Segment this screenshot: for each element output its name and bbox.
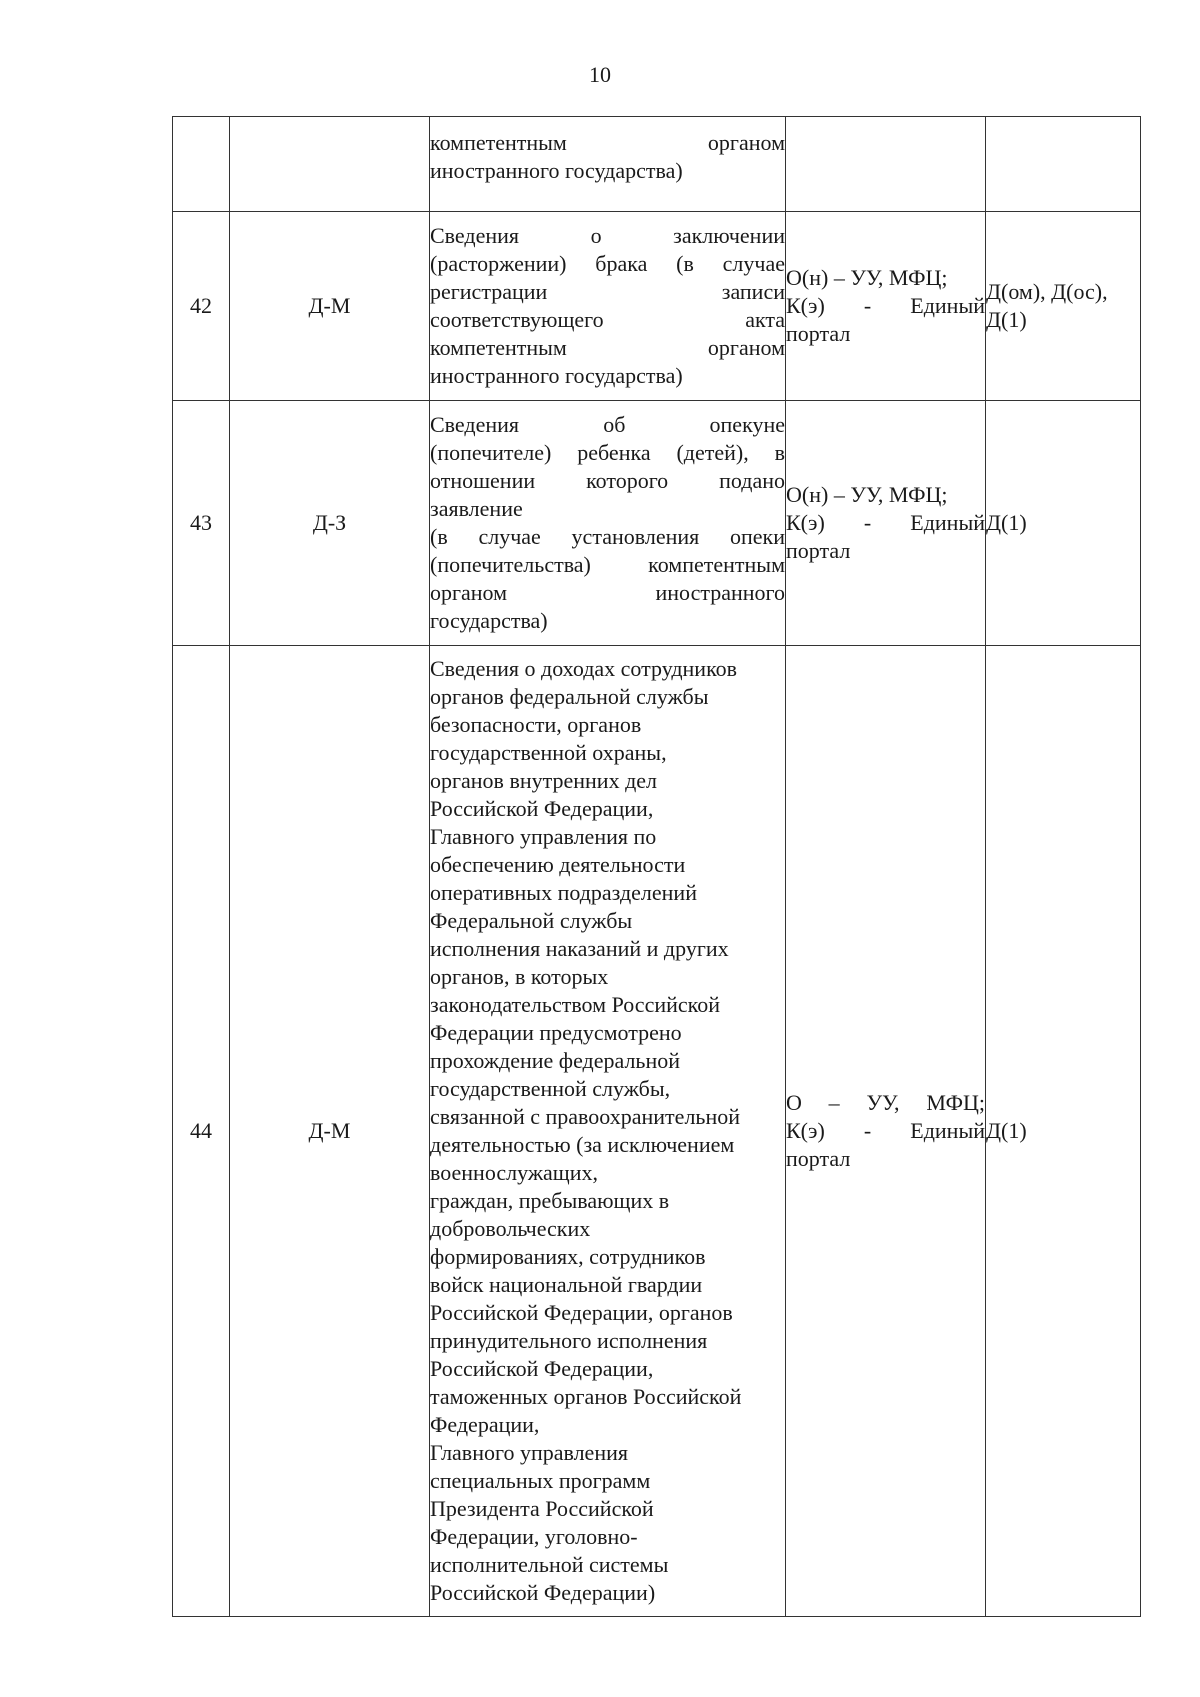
description-line: (в случае установления опеки	[430, 524, 785, 549]
page-number: 10	[589, 62, 611, 87]
row-code: Д-З	[230, 401, 430, 646]
description-line: Российской Федерации, органов	[430, 1300, 733, 1325]
description-line: иностранного государства)	[430, 363, 683, 388]
row-number: 42	[173, 212, 230, 401]
table-body	[173, 117, 1141, 1617]
description-line: органов внутренних дел	[430, 768, 658, 793]
row-submission-mode	[786, 401, 986, 646]
description-line: Российской Федерации,	[430, 1356, 654, 1381]
description-line: отношении которого подано	[430, 468, 785, 493]
description-line: Президента Российской	[430, 1496, 654, 1521]
description-line: заявление	[430, 496, 523, 521]
description-line: органом иностранного	[430, 580, 785, 605]
row-description	[430, 646, 786, 1617]
description-line: иностранного государства)	[430, 158, 683, 183]
description-line: регистрации записи	[430, 279, 785, 304]
description-line: Сведения об опекуне	[430, 412, 785, 437]
description-line: (попечителе) ребенка (детей), в	[430, 440, 785, 465]
row-description	[430, 117, 786, 212]
table-row	[173, 117, 1141, 212]
description-line: соответствующего акта	[430, 307, 785, 332]
description-line: оперативных подразделений	[430, 880, 697, 905]
row-code	[230, 117, 430, 212]
submission-mode-line: О – УУ, МФЦ;	[786, 1090, 985, 1115]
row-document-codes: Д(1)	[986, 646, 1141, 1617]
table-row	[173, 646, 1141, 1617]
row-number: 44	[173, 646, 230, 1617]
description-line: органов, в которых	[430, 964, 609, 989]
row-description	[430, 401, 786, 646]
description-line: таможенных органов Российской	[430, 1384, 742, 1409]
row-submission-mode	[786, 646, 986, 1617]
description-line: обеспечению деятельности	[430, 852, 686, 877]
row-document-codes	[986, 117, 1141, 212]
description-line: Российской Федерации)	[430, 1580, 656, 1605]
description-line: войск национальной гвардии	[430, 1272, 703, 1297]
description-line: специальных программ	[430, 1468, 651, 1493]
row-document-codes: Д(ом), Д(ос), Д(1)	[986, 212, 1141, 401]
description-line: исполнения наказаний и других	[430, 936, 729, 961]
description-line: компетентным органом	[430, 130, 785, 155]
description-line: Главного управления по	[430, 824, 657, 849]
description-line: государственной службы,	[430, 1076, 671, 1101]
submission-mode-line: портал	[786, 1146, 851, 1171]
description-line: принудительного исполнения	[430, 1328, 708, 1353]
row-number	[173, 117, 230, 212]
description-line: граждан, пребывающих в	[430, 1188, 670, 1213]
submission-mode-line: К(э) - Единый	[786, 510, 985, 535]
description-line: Федеральной службы	[430, 908, 633, 933]
table-row	[173, 401, 1141, 646]
description-line: законодательством Российской	[430, 992, 720, 1017]
description-line: государства)	[430, 608, 548, 633]
row-code: Д-М	[230, 646, 430, 1617]
submission-mode-line: О(н) – УУ, МФЦ;	[786, 482, 948, 507]
document-table	[172, 116, 1141, 1617]
description-line: военнослужащих,	[430, 1160, 598, 1185]
submission-mode-line: К(э) - Единый	[786, 293, 985, 318]
row-code: Д-М	[230, 212, 430, 401]
submission-mode-line: К(э) - Единый	[786, 1118, 985, 1143]
description-line: органов федеральной службы	[430, 684, 709, 709]
description-line: связанной с правоохранительной	[430, 1104, 740, 1129]
row-description	[430, 212, 786, 401]
description-line: (расторжении) брака (в случае	[430, 251, 785, 276]
description-line: Российской Федерации,	[430, 796, 654, 821]
submission-mode-line: портал	[786, 321, 851, 346]
description-line: добровольческих	[430, 1216, 591, 1241]
description-line: Сведения о доходах сотрудников	[430, 656, 738, 681]
row-submission-mode	[786, 117, 986, 212]
description-line: прохождение федеральной	[430, 1048, 681, 1073]
description-line: деятельностью (за исключением	[430, 1132, 735, 1157]
description-line: исполнительной системы	[430, 1552, 669, 1577]
description-line: Федерации,	[430, 1412, 540, 1437]
table-row	[173, 212, 1141, 401]
description-line: государственной охраны,	[430, 740, 667, 765]
description-line: Главного управления	[430, 1440, 628, 1465]
submission-mode-line: портал	[786, 538, 851, 563]
description-line: Федерации предусмотрено	[430, 1020, 682, 1045]
row-number: 43	[173, 401, 230, 646]
description-line: Федерации, уголовно-	[430, 1524, 638, 1549]
description-line: Сведения о заключении	[430, 223, 785, 248]
description-line: (попечительства) компетентным	[430, 552, 785, 577]
row-document-codes: Д(1)	[986, 401, 1141, 646]
row-submission-mode	[786, 212, 986, 401]
description-line: безопасности, органов	[430, 712, 642, 737]
description-line: формированиях, сотрудников	[430, 1244, 706, 1269]
description-line: компетентным органом	[430, 335, 785, 360]
submission-mode-line: О(н) – УУ, МФЦ;	[786, 265, 948, 290]
